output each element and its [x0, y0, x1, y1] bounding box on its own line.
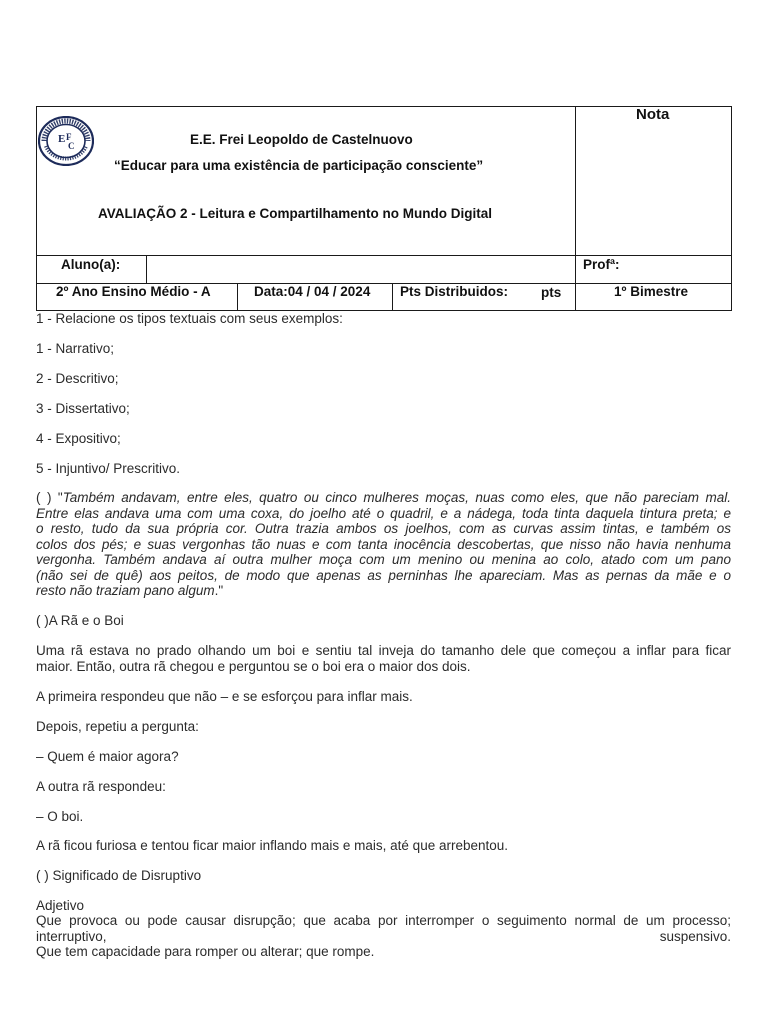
excerpt1-closing: ."	[214, 583, 224, 598]
excerpt1-line-7	[36, 583, 731, 599]
table-border-left	[36, 106, 37, 311]
option-dissertativo: 3 - Dissertativo;	[36, 401, 130, 416]
school-name: E.E. Frei Leopoldo de Castelnuovo	[190, 132, 413, 147]
excerpt1-line-6: (não sei de quê) aos peitos, de modo que apenas as perninhas lhe apareciam. Mas as pernas da mãe e o	[36, 568, 731, 583]
teacher-name-field[interactable]	[630, 257, 728, 281]
excerpt1-last-line: resto não traziam pano algum	[36, 583, 215, 598]
excerpt2-para4: – Quem é maior agora?	[36, 749, 179, 764]
student-label: Aluno(a):	[61, 257, 121, 272]
teacher-label: Profª:	[583, 257, 620, 272]
assessment-title: AVALIAÇÃO 2 - Leitura e Compartilhamento no Mundo Digital	[98, 206, 493, 221]
svg-text:E: E	[58, 133, 66, 145]
date-label: Data:04 / 04 / 2024	[254, 284, 371, 299]
grade-label: Nota	[636, 106, 670, 123]
excerpt2-para1-line1: Uma rã estava no prado olhando um boi e sentiu tal inveja do tamanho dele que começou a inflar para ficar	[36, 643, 731, 658]
aluno-divider	[146, 255, 147, 283]
option-injuntivo: 5 - Injuntivo/ Prescritivo.	[36, 461, 181, 476]
row-divider-1	[36, 255, 732, 256]
excerpt1-line-5: vergonha. Também andava aí outra mulher moça com um menino ou menina ao colo, atado com um pano	[36, 552, 731, 567]
excerpt2-title: ( )A Rã e o Boi	[36, 613, 124, 628]
class-divider	[237, 283, 238, 311]
excerpt1-line-3: o resto, tudo da sua própria cor. Outra trazia ambos os joelhos, com as curvas assim tintas, e também os	[36, 521, 731, 536]
excerpt2-para5: A outra rã respondeu:	[36, 779, 166, 794]
excerpt1-blank[interactable]: ( ) "	[36, 490, 63, 505]
excerpt3-def1-right: suspensivo.	[659, 929, 731, 944]
date-divider	[392, 283, 393, 311]
school-seal-icon	[38, 116, 94, 166]
excerpt3-title: ( ) Significado de Disruptivo	[36, 868, 202, 883]
excerpt2-para1-line2: maior. Então, outra rã chegou e perguntou se o boi era o maior dos dois.	[36, 659, 471, 674]
student-name-field[interactable]	[148, 257, 573, 281]
points-unit: pts	[541, 285, 562, 300]
school-motto: “Educar para uma existência de participação consciente”	[114, 158, 484, 173]
school-logo	[38, 116, 94, 166]
table-border-right	[731, 106, 732, 311]
option-narrativo: 1 - Narrativo;	[36, 341, 115, 356]
excerpt2-para2: A primeira respondeu que não – e se esforçou para inflar mais.	[36, 689, 413, 704]
option-descritivo: 2 - Descritivo;	[36, 371, 119, 386]
points-label: Pts Distribuidos:	[400, 284, 509, 299]
option-expositivo: 4 - Expositivo;	[36, 431, 121, 446]
excerpt2-para3: Depois, repetiu a pergunta:	[36, 719, 199, 734]
excerpt1-line-4: colos dos pés; e suas vergonhas tão nuas e com tanta inocência descobertas, que nisso não havia nenhuma	[36, 537, 731, 552]
table-border-top	[36, 106, 732, 107]
excerpt3-def1-left: interruptivo,	[36, 929, 107, 944]
excerpt3-def1-line1: Que provoca ou pode causar disrupção; que acaba por interromper o seguimento normal de um processo;	[36, 913, 731, 928]
question-prompt: 1 - Relacione os tipos textuais com seus exemplos:	[36, 311, 343, 326]
nota-divider	[575, 106, 576, 311]
excerpt1-line-2: Entre elas andava uma com uma coxa, do joelho até o quadril, e a nádega, toda tinta daquela tintura preta; e	[36, 506, 731, 521]
class-label: 2º Ano Ensino Médio - A	[56, 284, 211, 299]
excerpt3-def2: Que tem capacidade para romper ou alterar; que rompe.	[36, 944, 375, 959]
excerpt3-word-class: Adjetivo	[36, 898, 85, 913]
svg-text:C: C	[68, 141, 75, 151]
excerpt1-text-1: Também andavam, entre eles, quatro ou cinco mulheres moças, nuas como eles, que não pareciam mal.	[62, 490, 731, 505]
excerpt3-def1-line2	[36, 929, 731, 945]
svg-text:F: F	[66, 132, 72, 142]
excerpt2-para6: – O boi.	[36, 809, 84, 824]
excerpt2-para7: A rã ficou furiosa e tentou ficar maior inflando mais e mais, até que arrebentou.	[36, 838, 509, 853]
term-label: 1º Bimestre	[614, 284, 688, 299]
excerpt1-line-1	[36, 490, 731, 506]
